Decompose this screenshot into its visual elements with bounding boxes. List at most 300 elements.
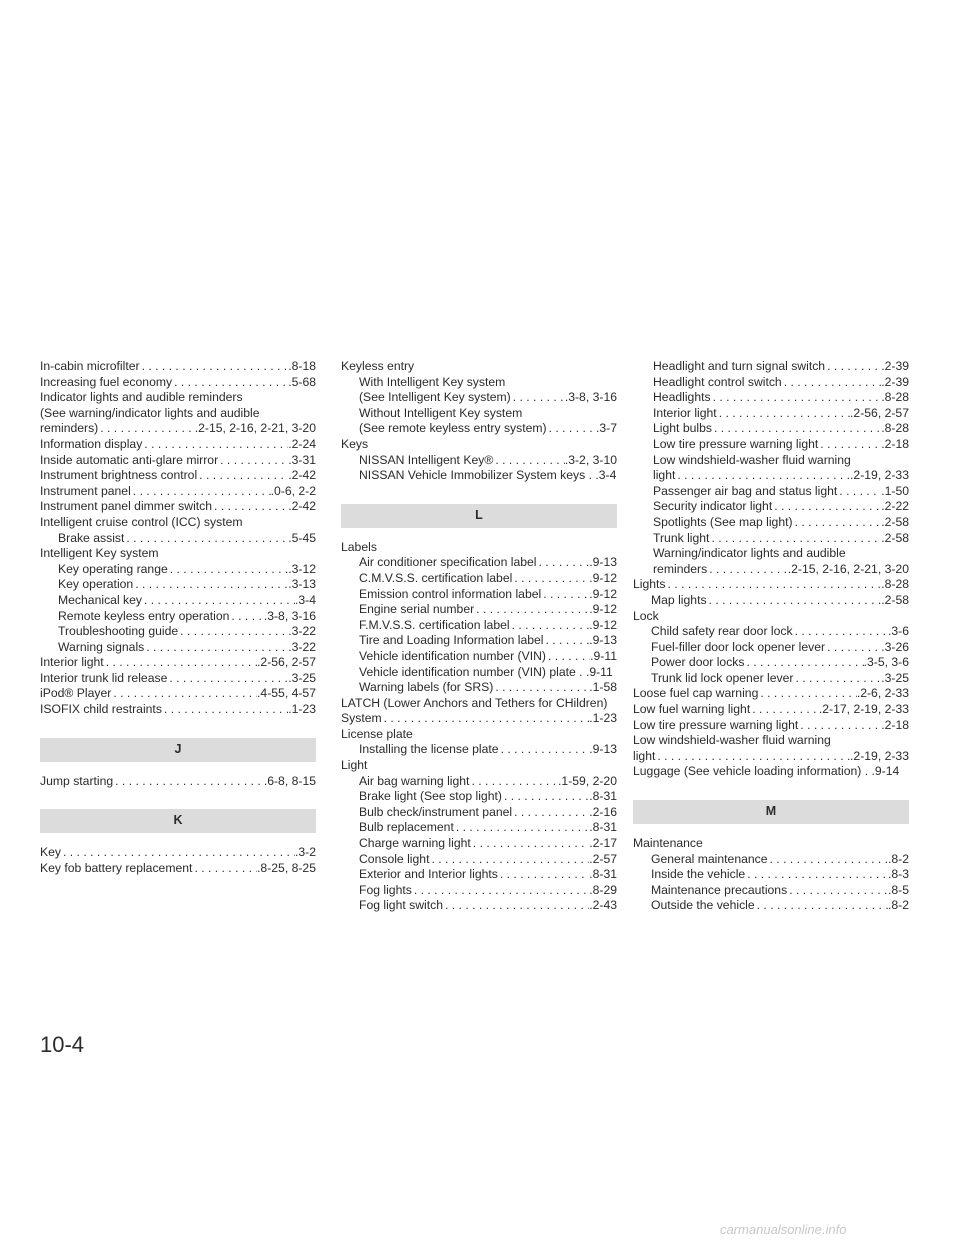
dot-leader	[429, 852, 589, 868]
index-entry	[633, 733, 909, 749]
section-header-j: J	[40, 738, 316, 762]
index-entry	[341, 555, 617, 571]
entry-page-ref: .9-13	[589, 742, 617, 757]
entry-term: Trunk lid lock opener lever	[651, 670, 794, 685]
index-entry	[633, 390, 909, 406]
entry-page-ref: .2-17, 2-19, 2-33	[818, 702, 909, 717]
index-entry	[40, 845, 316, 861]
index-entry	[633, 562, 909, 578]
dot-leader	[229, 609, 263, 625]
dot-leader	[168, 562, 288, 578]
dot-leader	[124, 531, 288, 547]
entry-page-ref: . .9-14	[864, 764, 900, 779]
entry-term: System	[341, 711, 382, 726]
index-column-3	[633, 359, 909, 914]
entry-page-ref: .9-12	[589, 586, 617, 601]
entry-term: Power door locks	[651, 655, 745, 670]
entry-page-ref: .4-55, 4-57	[257, 686, 316, 701]
entry-page-ref: .3-25	[881, 670, 909, 685]
entry-term: Instrument panel	[40, 483, 131, 498]
index-entry	[633, 359, 909, 375]
dot-leader	[212, 499, 288, 515]
index-entry	[341, 602, 617, 618]
dot-leader	[712, 421, 881, 437]
index-entry	[633, 852, 909, 868]
dot-leader	[666, 577, 882, 593]
dot-leader	[793, 515, 882, 531]
entry-term: General maintenance	[651, 851, 768, 866]
entry-term: Low windshield-washer fluid warning	[653, 452, 851, 467]
entry-page-ref: .8-28	[881, 390, 909, 405]
entry-term: Indicator lights and audible reminders	[40, 390, 243, 405]
entry-term: Lights	[633, 577, 666, 592]
dot-leader	[837, 484, 881, 500]
index-entry	[341, 571, 617, 587]
entry-page-ref: .1-23	[589, 711, 617, 726]
entry-page-ref: .3-4	[294, 592, 316, 607]
entry-page-ref: .5-68	[288, 374, 316, 389]
index-entry	[40, 593, 316, 609]
index-entry	[40, 577, 316, 593]
entry-page-ref: .2-22	[881, 499, 909, 514]
dot-leader	[755, 898, 888, 914]
dot-leader	[546, 649, 590, 665]
index-entry	[341, 421, 617, 437]
entry-term: Bulb replacement	[359, 820, 454, 835]
entry-term: Vehicle identification number (VIN)	[359, 648, 546, 663]
entry-term: Charge warning light	[359, 836, 471, 851]
index-entry	[40, 421, 316, 437]
entry-term: iPod® Player	[40, 686, 112, 701]
index-entry	[633, 764, 909, 780]
entry-page-ref: .2-16	[589, 804, 617, 819]
dot-leader	[218, 453, 288, 469]
dot-leader	[547, 421, 596, 437]
index-entry	[633, 375, 909, 391]
dot-leader	[498, 867, 589, 883]
entry-page-ref: .1-58	[589, 680, 617, 695]
entry-page-ref: .9-12	[589, 570, 617, 585]
entry-page-ref: .2-43	[589, 898, 617, 913]
dot-leader	[499, 742, 590, 758]
entry-term: (See remote keyless entry system)	[359, 421, 547, 436]
dot-leader	[111, 686, 257, 702]
dot-leader	[382, 711, 590, 727]
entry-term: Tire and Loading Information label	[359, 633, 544, 648]
entry-term: Vehicle identification number (VIN) plate	[359, 664, 580, 679]
index-entry	[633, 640, 909, 656]
entry-page-ref: .2-57	[589, 851, 617, 866]
index-entry	[633, 499, 909, 515]
index-entry	[633, 898, 909, 914]
entry-page-ref: .3-22	[288, 624, 316, 639]
entry-term: Engine serial number	[359, 602, 475, 617]
index-entry	[633, 437, 909, 453]
entry-term: Light bulbs	[653, 421, 712, 436]
index-entry	[40, 774, 316, 790]
index-entry	[633, 577, 909, 593]
dot-leader	[711, 390, 882, 406]
dot-leader	[144, 640, 288, 656]
index-entry	[341, 468, 617, 484]
entry-term: Lock	[633, 608, 659, 623]
dot-leader	[758, 686, 856, 702]
entry-term: C.M.V.S.S. certification label	[359, 570, 513, 585]
entry-page-ref: .8-28	[881, 577, 909, 592]
dot-leader	[493, 680, 589, 696]
entry-page-ref: .8-5	[887, 882, 909, 897]
section-header-k: K	[40, 809, 316, 833]
entry-term: Air bag warning light	[359, 773, 470, 788]
entry-term: Emission control information label	[359, 586, 542, 601]
entry-page-ref: .9-13	[589, 633, 617, 648]
entry-term: (See warning/indicator lights and audible	[40, 405, 260, 420]
dot-leader	[142, 437, 288, 453]
index-entry	[341, 437, 617, 453]
index-entry	[40, 640, 316, 656]
index-entry	[40, 390, 316, 406]
entry-page-ref: .3-5, 3-6	[863, 655, 909, 670]
index-entry	[40, 359, 316, 375]
entry-page-ref: .8-25, 8-25	[257, 860, 316, 875]
entry-term: Jump starting	[40, 773, 114, 788]
dot-leader	[512, 805, 589, 821]
entry-term: light	[633, 748, 656, 763]
entry-page-ref: .2-42	[288, 499, 316, 514]
index-entry	[341, 375, 617, 391]
index-entry	[341, 867, 617, 883]
entry-page-ref: .3-25	[288, 670, 316, 685]
index-entry	[633, 468, 909, 484]
index-entry	[40, 655, 316, 671]
entry-term: Maintenance precautions	[651, 882, 788, 897]
entry-term: Fog light switch	[359, 898, 443, 913]
entry-page-ref: .2-18	[881, 717, 909, 732]
dot-leader	[745, 867, 888, 883]
dot-leader	[537, 555, 590, 571]
entry-term: Increasing fuel economy	[40, 374, 173, 389]
index-entry	[633, 671, 909, 687]
index-entry	[341, 540, 617, 556]
index-entry	[633, 749, 909, 765]
dot-leader	[162, 702, 288, 718]
index-entry	[40, 406, 316, 422]
index-entry	[341, 665, 617, 681]
entry-term: Child safety rear door lock	[651, 624, 793, 639]
index-entry	[341, 820, 617, 836]
entry-page-ref: .1-59, 2-20	[558, 773, 617, 788]
entry-term: Labels	[341, 539, 377, 554]
index-entry	[341, 649, 617, 665]
index-entry	[633, 406, 909, 422]
entry-page-ref: . .9-11	[579, 664, 613, 679]
entry-page-ref: .8-2	[887, 851, 909, 866]
dot-leader	[782, 375, 882, 391]
index-entry	[40, 546, 316, 562]
index-entry	[40, 531, 316, 547]
index-entry	[40, 562, 316, 578]
index-entry	[40, 375, 316, 391]
entry-term: ISOFIX child restraints	[40, 702, 162, 717]
dot-leader	[471, 836, 589, 852]
dot-leader	[178, 624, 288, 640]
dot-leader	[454, 820, 589, 836]
dot-leader	[675, 468, 850, 484]
entry-page-ref: .8-3	[887, 867, 909, 882]
index-entry	[40, 624, 316, 640]
entry-page-ref: .8-31	[589, 867, 617, 882]
dot-leader	[493, 453, 565, 469]
entry-term: Remote keyless entry operation	[58, 608, 230, 623]
dot-leader	[655, 749, 850, 765]
dot-leader	[511, 390, 565, 406]
dot-leader	[709, 531, 881, 547]
entry-term: License plate	[341, 726, 413, 741]
index-entry	[40, 468, 316, 484]
index-entry	[341, 359, 617, 375]
entry-page-ref: .2-15, 2-16, 2-21, 3-20	[194, 421, 316, 436]
dot-leader	[818, 437, 881, 453]
entry-page-ref: .2-19, 2-33	[850, 748, 909, 763]
dot-leader	[474, 602, 589, 618]
index-entry	[633, 515, 909, 531]
entry-term: In-cabin microfilter	[40, 359, 140, 373]
entry-term: Luggage (See vehicle loading information)	[633, 764, 865, 779]
dot-leader	[793, 671, 881, 687]
index-entry	[341, 680, 617, 696]
index-entry	[341, 453, 617, 469]
dot-leader	[192, 861, 257, 877]
dot-leader	[142, 593, 295, 609]
index-entry	[633, 686, 909, 702]
page-number: 10-4	[40, 1032, 85, 1057]
index-entry	[633, 702, 909, 718]
index-entry	[40, 861, 316, 877]
entry-page-ref: .2-58	[881, 530, 909, 545]
entry-page-ref: .3-8, 3-16	[263, 608, 316, 623]
entry-page-ref: .2-39	[881, 359, 909, 373]
dot-leader	[544, 633, 590, 649]
entry-term: Interior light	[40, 655, 104, 670]
index-entry	[341, 789, 617, 805]
index-entry	[633, 531, 909, 547]
index-entry	[633, 836, 909, 852]
dot-leader	[798, 718, 881, 734]
entry-page-ref: .0-6, 2-2	[270, 483, 316, 498]
index-entry	[40, 609, 316, 625]
entry-page-ref: . .3-4	[588, 468, 617, 483]
index-entry	[341, 696, 617, 712]
entry-page-ref: .8-31	[589, 820, 617, 835]
entry-term: F.M.V.S.S. certification label	[359, 617, 510, 632]
entry-term: Keyless entry	[341, 359, 415, 373]
index-entry	[633, 609, 909, 625]
index-entry	[341, 711, 617, 727]
entry-term: Low tire pressure warning light	[633, 717, 799, 732]
entry-term: Keys	[341, 436, 369, 451]
dot-leader	[512, 571, 589, 587]
entry-page-ref: .1-23	[288, 702, 316, 717]
index-entry	[40, 453, 316, 469]
index-entry	[40, 515, 316, 531]
entry-page-ref: .2-15, 2-16, 2-21, 3-20	[787, 561, 909, 576]
index-entry	[40, 484, 316, 500]
index-entry	[633, 655, 909, 671]
index-entry	[341, 587, 617, 603]
dot-leader	[793, 624, 888, 640]
entry-page-ref: .9-13	[589, 555, 617, 570]
entry-term: Warning/indicator lights and audible	[653, 546, 846, 561]
entry-term: Headlights	[653, 390, 711, 405]
entry-term: NISSAN Intelligent Key®	[359, 452, 494, 467]
entry-page-ref: .9-12	[589, 617, 617, 632]
dot-leader	[113, 774, 264, 790]
entry-term: Outside the vehicle	[651, 898, 755, 913]
entry-term: Inside automatic anti-glare mirror	[40, 452, 219, 467]
index-entry	[341, 742, 617, 758]
dot-leader	[744, 655, 863, 671]
dot-leader	[61, 845, 295, 861]
entry-term: Loose fuel cap warning	[633, 686, 759, 701]
index-entry	[341, 883, 617, 899]
entry-term: Troubleshooting guide	[58, 624, 179, 639]
entry-page-ref: .3-31	[288, 452, 316, 467]
section-header-l: L	[341, 504, 617, 528]
entry-term: Key	[40, 845, 62, 860]
index-column-1	[40, 359, 316, 876]
entry-term: Mechanical key	[58, 592, 142, 607]
entry-term: Instrument panel dimmer switch	[40, 499, 213, 514]
entry-term: Headlight control switch	[653, 374, 782, 389]
index-entry	[40, 702, 316, 718]
entry-term: NISSAN Vehicle Immobilizer System keys	[359, 468, 589, 483]
dot-leader	[502, 789, 589, 805]
dot-leader	[412, 883, 589, 899]
entry-term: Intelligent Key system	[40, 546, 159, 561]
entry-page-ref: .3-7	[595, 421, 617, 436]
entry-term: Intelligent cruise control (ICC) system	[40, 514, 243, 529]
entry-term: Spotlights (See map light)	[653, 514, 793, 529]
entry-term: Trunk light	[653, 530, 710, 545]
index-entry	[341, 898, 617, 914]
entry-term: Exterior and Interior lights	[359, 867, 498, 882]
entry-page-ref: .9-12	[589, 602, 617, 617]
entry-page-ref: .8-29	[589, 882, 617, 897]
index-entry	[633, 421, 909, 437]
entry-page-ref: .2-19, 2-33	[850, 468, 909, 483]
index-entry	[40, 499, 316, 515]
entry-term: Low fuel warning light	[633, 702, 751, 717]
dot-leader	[750, 702, 819, 718]
entry-term: Warning labels (for SRS)	[359, 680, 494, 695]
entry-term: Installing the license plate	[359, 742, 499, 757]
entry-term: Interior trunk lid release	[40, 670, 168, 685]
index-entry	[633, 867, 909, 883]
entry-page-ref: .2-39	[881, 374, 909, 389]
entry-term: Light	[341, 758, 368, 773]
dot-leader	[167, 671, 288, 687]
dot-leader	[707, 562, 788, 578]
watermark: carmanualsonline.info	[720, 1222, 847, 1237]
entry-page-ref: .3-13	[288, 577, 316, 592]
dot-leader	[510, 618, 590, 634]
entry-page-ref: .2-24	[288, 436, 316, 451]
entry-page-ref: .3-26	[881, 639, 909, 654]
entry-page-ref: .8-28	[881, 421, 909, 436]
dot-leader	[772, 499, 881, 515]
index-entry	[633, 624, 909, 640]
dot-leader	[443, 898, 589, 914]
index-entry	[633, 546, 909, 562]
entry-term: Inside the vehicle	[651, 867, 746, 882]
dot-leader	[717, 406, 850, 422]
entry-page-ref: .3-2, 3-10	[564, 452, 617, 467]
entry-term: Information display	[40, 436, 143, 451]
entry-term: Fuel-filler door lock opener lever	[651, 639, 826, 654]
index-entry	[341, 758, 617, 774]
entry-term: Key operating range	[58, 561, 168, 576]
index-entry	[40, 686, 316, 702]
entry-page-ref: .2-17	[589, 836, 617, 851]
dot-leader	[825, 359, 881, 375]
dot-leader	[707, 593, 882, 609]
entry-term: Bulb check/instrument panel	[359, 804, 513, 819]
entry-page-ref: .8-2	[887, 898, 909, 913]
dot-leader	[787, 883, 888, 899]
entry-page-ref: .3-22	[288, 639, 316, 654]
entry-term: LATCH (Lower Anchors and Tethers for CHildren)	[341, 695, 608, 710]
entry-term: reminders)	[40, 421, 99, 436]
entry-page-ref: .3-2	[294, 845, 316, 860]
index-entry	[40, 671, 316, 687]
entry-term: Without Intelligent Key system	[359, 405, 523, 420]
entry-page-ref: .6-8, 8-15	[263, 773, 316, 788]
entry-term: Fog lights	[359, 882, 412, 897]
index-entry	[341, 852, 617, 868]
entry-term: Key operation	[58, 577, 134, 592]
dot-leader	[469, 774, 558, 790]
dot-leader	[98, 421, 194, 437]
dot-leader	[172, 375, 288, 391]
entry-page-ref: .2-58	[881, 514, 909, 529]
entry-term: Console light	[359, 851, 430, 866]
entry-term: Air conditioner specification label	[359, 555, 537, 570]
entry-page-ref: .2-58	[881, 592, 909, 607]
index-entry	[341, 390, 617, 406]
entry-page-ref: .5-45	[288, 530, 316, 545]
index-entry	[341, 774, 617, 790]
dot-leader	[140, 359, 289, 375]
entry-page-ref: .8-18	[288, 359, 316, 373]
index-entry	[341, 836, 617, 852]
section-header-m: M	[633, 800, 909, 824]
index-entry	[633, 718, 909, 734]
dot-leader	[197, 468, 288, 484]
entry-page-ref: .3-6	[887, 624, 909, 639]
entry-page-ref: .2-56, 2-57	[850, 405, 909, 420]
index-entry	[341, 805, 617, 821]
entry-page-ref: .9-11	[590, 648, 617, 663]
entry-term: reminders	[653, 561, 708, 576]
entry-term: Instrument brightness control	[40, 468, 198, 483]
index-entry	[341, 406, 617, 422]
entry-term: (See Intelligent Key system)	[359, 390, 511, 405]
index-column-2	[341, 359, 617, 914]
dot-leader	[133, 577, 288, 593]
entry-page-ref: .2-42	[288, 468, 316, 483]
entry-term: Passenger air bag and status light	[653, 483, 838, 498]
index-entry	[633, 883, 909, 899]
